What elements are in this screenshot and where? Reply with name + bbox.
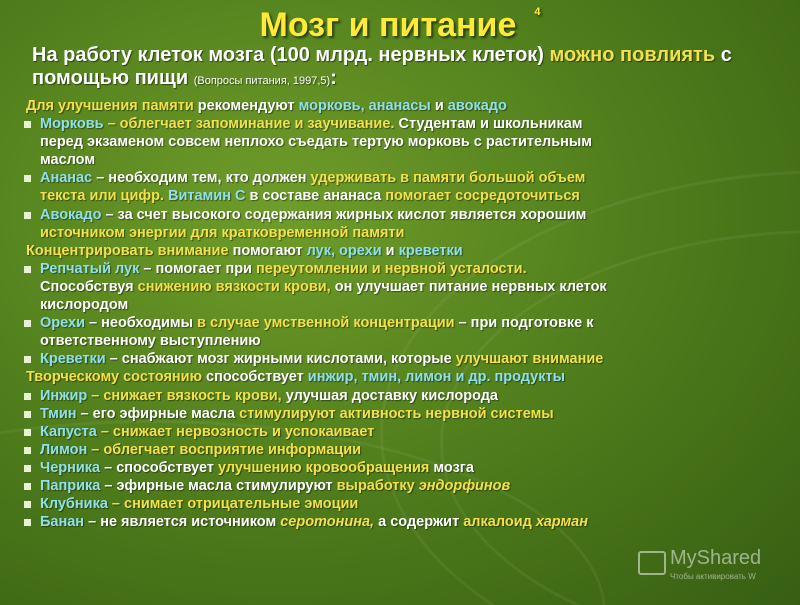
header-part: Концентрировать внимание: [26, 242, 229, 259]
item-text: серотонина,: [280, 514, 375, 531]
item-name: Репчатый лук: [40, 260, 140, 277]
intro-text: [32, 44, 792, 93]
item-text: – его эфирные масла: [80, 405, 236, 422]
item-text: кислородом: [40, 297, 129, 314]
content-list: [22, 97, 790, 531]
item-text: ответственному выступлению: [40, 333, 261, 350]
section-header-creative: [22, 368, 790, 386]
intro-part: с помощью пищи: [32, 44, 732, 89]
header-part: авокадо: [447, 98, 507, 114]
item-name: Банан: [40, 514, 85, 531]
intro-source: (Вопросы питания, 1997,5): [193, 75, 331, 87]
item-name: Креветки: [40, 351, 106, 368]
list-item-pineapple: [22, 169, 790, 205]
header-part: инжир, тмин, лимон и др. продукты: [307, 369, 565, 386]
list-item-onion: [22, 260, 790, 314]
item-text: харман: [535, 514, 588, 531]
item-text: алкалоид: [463, 514, 532, 531]
item-text: – снижает нервозность и успокаивает: [100, 423, 375, 440]
list-item-banana: [22, 513, 790, 531]
item-text: источником энергии для кратковременной памяти: [40, 224, 405, 241]
item-text: внимание: [532, 351, 604, 368]
item-text: маслом: [40, 152, 96, 169]
item-text: выработку: [336, 477, 415, 494]
intro-colon: :: [330, 67, 337, 89]
list-item-blueberry: [22, 459, 790, 477]
presentation-icon: [638, 551, 666, 575]
header-part: и: [434, 98, 444, 114]
list-item-cumin: [22, 405, 790, 423]
header-part: креветки: [398, 242, 463, 259]
list-item-shrimp: [22, 350, 790, 368]
item-text: улучшая доставку кислорода: [285, 387, 499, 404]
item-text: – снимает отрицательные эмоции: [111, 496, 359, 513]
header-part: Для улучшения памяти: [26, 98, 194, 114]
item-text: Витамин С: [168, 188, 246, 205]
section-header-attention: [22, 242, 790, 260]
item-text: мозга: [433, 459, 474, 476]
item-name: Паприка: [40, 477, 101, 494]
item-name: Инжир: [40, 387, 88, 404]
item-text: он улучшает питание нервных клеток: [334, 278, 607, 295]
list-item-strawberry: [22, 495, 790, 513]
item-name: Авокадо: [40, 206, 102, 223]
item-name: Орехи: [40, 315, 85, 332]
item-name: Клубника: [40, 496, 108, 513]
item-text: Студентам и школьникам: [398, 116, 583, 133]
slide-title: [0, 6, 800, 45]
intro-highlight: можно повлиять: [549, 44, 716, 66]
item-text: – при подготовке к: [458, 315, 594, 332]
list-item-paprika: [22, 477, 790, 495]
item-text: активность нервной системы: [339, 405, 554, 422]
header-part: рекомендуют: [197, 98, 295, 114]
intro-part: На работу клеток мозга (100 млрд. нервных клеток): [32, 44, 544, 66]
item-text: Способствуя: [40, 278, 134, 295]
item-text: – за счет высокого содержания жирных кислот является хорошим: [105, 206, 587, 223]
title-text: Мозг и питание: [259, 6, 517, 44]
watermark-name: MyShared: [670, 547, 762, 569]
item-text: стимулируют: [239, 405, 336, 422]
item-text: эндорфинов: [418, 477, 511, 494]
item-text: улучшают: [455, 351, 529, 368]
item-text: – помогает при: [143, 260, 252, 277]
header-part: способствует: [206, 369, 304, 386]
item-text: перед экзаменом совсем неплохо съедать тертую морковь с растительным: [40, 134, 593, 151]
item-text: – облегчает восприятие информации: [91, 441, 362, 458]
item-text: помогает сосредоточиться: [385, 188, 580, 205]
page-number: 4: [534, 6, 541, 18]
list-item-carrot: [22, 115, 790, 169]
section-header-memory: [22, 97, 790, 115]
header-part: лук, орехи: [306, 242, 382, 259]
list-item-cabbage: [22, 423, 790, 441]
item-text: – способствует: [104, 459, 214, 476]
item-text: – эфирные масла стимулируют: [104, 477, 333, 494]
item-name: Черника: [40, 459, 101, 476]
item-name: Капуста: [40, 423, 97, 440]
header-part: и: [385, 242, 395, 259]
item-text: удерживать в памяти большой объем: [310, 170, 586, 187]
item-text: а содержит: [378, 514, 460, 531]
item-text: – снижает вязкость крови,: [91, 387, 282, 404]
list-item-fig: [22, 387, 790, 405]
item-name: Тмин: [40, 405, 77, 422]
item-text: – необходимы: [89, 315, 193, 332]
header-part: Творческому состоянию: [26, 369, 202, 386]
myshared-watermark: [638, 547, 788, 587]
item-name: Ананас: [40, 170, 93, 187]
item-text: – не является источником: [88, 514, 277, 531]
item-text: текста или цифр.: [40, 188, 164, 205]
item-text: снижению вязкости крови,: [137, 278, 331, 295]
watermark-subtext: Чтобы активировать W: [670, 572, 756, 581]
item-text: – необходим тем, кто должен: [96, 170, 307, 187]
list-item-nuts: [22, 314, 790, 350]
item-text: – облегчает запоминание и заучивание.: [107, 116, 395, 133]
item-text: в составе ананаса: [249, 188, 382, 205]
item-text: в случае умственной концентрации: [197, 315, 455, 332]
list-item-avocado: [22, 206, 790, 242]
item-name: Лимон: [40, 441, 88, 458]
item-text: улучшению кровообращения: [218, 459, 430, 476]
item-name: Морковь: [40, 116, 104, 133]
item-text: – снабжают мозг жирными кислотами, которые: [109, 351, 452, 368]
header-part: морковь, ананасы: [298, 98, 431, 114]
list-item-lemon: [22, 441, 790, 459]
header-part: помогают: [232, 242, 303, 259]
item-text: переутомлении и нервной усталости.: [256, 260, 527, 277]
